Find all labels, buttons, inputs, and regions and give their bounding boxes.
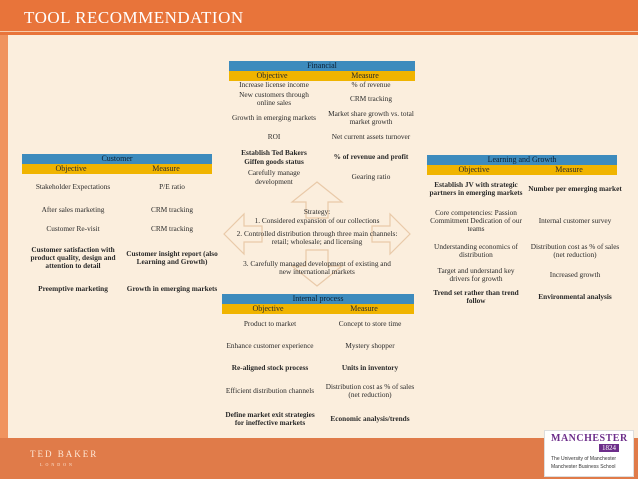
learning-objective: Trend set rather than trend follow <box>433 287 519 305</box>
strategy-diagram <box>222 180 412 288</box>
manchester-logo-year: 1824 <box>599 444 619 452</box>
customer-measure: P/E ratio <box>159 181 185 191</box>
financial-col-objective: Objective <box>256 71 288 80</box>
customer-measure: CRM tracking <box>151 204 193 214</box>
financial-objective: Growth in emerging markets <box>232 112 316 122</box>
left-accent-strip <box>0 35 8 479</box>
financial-measure: % of revenue and profit <box>333 152 409 162</box>
financial-header: Financial <box>229 61 415 71</box>
financial-row <box>229 147 415 168</box>
manchester-logo-name: MANCHESTER <box>551 433 628 444</box>
internal-objective: Define market exit strategies for ineffective markets <box>225 409 315 427</box>
internal-row <box>222 358 414 378</box>
financial-objective: ROI <box>267 132 281 142</box>
financial-row <box>229 81 415 90</box>
learning-objective: Core competencies: Passion Commitment Dedication of our teams <box>430 207 522 233</box>
learning-row <box>427 239 620 263</box>
learning-measure: Increased growth <box>549 269 601 279</box>
learning-header: Learning and Growth <box>427 155 617 165</box>
financial-objective: Carefully manage development <box>247 168 301 186</box>
customer-measure: Growth in emerging markets <box>126 283 218 293</box>
financial-section <box>229 61 415 187</box>
strategy-point-3: 3. Carefully managed development of existing and new international markets <box>243 259 391 277</box>
customer-row <box>22 200 212 220</box>
internal-measure: Economic analysis/trends <box>330 413 410 423</box>
internal-measure: Concept to store time <box>338 318 402 328</box>
internal-measure: Units in inventory <box>341 362 399 372</box>
customer-objective: Customer Re-visit <box>46 223 100 233</box>
internal-objective: Re-aligned stock process <box>231 362 309 372</box>
customer-objective: Customer satisfaction with product quality, design and attention to detail <box>30 244 116 270</box>
financial-measure: % of revenue <box>351 80 391 90</box>
internal-header: Internal process <box>222 294 414 304</box>
internal-objective: Product to market <box>243 318 297 328</box>
internal-row <box>222 404 414 434</box>
strategy-point-2: 2. Controlled distribution through three main channels: retail; wholesale; and licensing <box>236 229 398 247</box>
financial-col-measure: Measure <box>351 71 379 80</box>
page-title: TOOL RECOMMENDATION <box>24 8 244 27</box>
learning-measure: Number per emerging market <box>528 183 622 193</box>
strategy-heading: Strategy: <box>303 207 331 216</box>
financial-measure: Gearing ratio <box>351 172 391 182</box>
learning-measure: Internal customer survey <box>538 215 612 225</box>
learning-row <box>427 203 617 239</box>
internal-row <box>222 378 414 404</box>
customer-objective: After sales marketing <box>41 204 105 214</box>
internal-col-objective: Objective <box>252 304 284 313</box>
learning-measure: Distribution cost as % of sales (net reduction) <box>530 241 620 259</box>
customer-objective: Preemptive marketing <box>38 283 108 293</box>
internal-subheader <box>222 304 414 314</box>
learning-objective: Understanding economics of distribution <box>434 241 518 259</box>
internal-measure: Mystery shopper <box>345 340 395 350</box>
internal-row <box>222 314 414 334</box>
ted-baker-logo: TED BAKER <box>30 449 99 459</box>
customer-col-objective: Objective <box>55 164 87 173</box>
learning-row <box>427 287 617 307</box>
learning-row <box>427 175 622 203</box>
customer-row <box>22 278 218 300</box>
manchester-logo-line2: Manchester Business School <box>551 464 616 470</box>
customer-subheader <box>22 164 212 174</box>
financial-objective: Increase license income <box>239 80 309 90</box>
financial-measure: Market share growth vs. total market growth <box>328 108 414 126</box>
customer-row <box>22 238 218 278</box>
learning-col-measure: Measure <box>555 165 583 174</box>
learning-objective: Target and understand key drivers for growth <box>437 265 515 283</box>
customer-measure: CRM tracking <box>151 223 193 233</box>
customer-row <box>22 220 212 238</box>
customer-row <box>22 174 212 200</box>
financial-objective: New customers through online sales <box>239 89 309 107</box>
financial-measure: CRM tracking <box>350 93 392 103</box>
customer-col-measure: Measure <box>152 164 180 173</box>
customer-objective: Stakeholder Expectations <box>35 181 111 191</box>
manchester-logo <box>544 430 634 477</box>
financial-objective: Establish Ted Bakers Giffen goods status <box>241 148 307 166</box>
manchester-logo-line1: The University of Manchester <box>551 456 617 462</box>
financial-row <box>229 128 415 147</box>
learning-measure: Environmental analysis <box>538 291 612 301</box>
learning-subheader <box>427 165 617 175</box>
financial-row <box>229 108 415 128</box>
learning-col-objective: Objective <box>458 165 490 174</box>
title-bar <box>0 0 638 35</box>
learning-objective: Establish JV with strategic partners in emerging markets <box>429 179 523 197</box>
ted-baker-logo-sub: LONDON <box>40 462 75 467</box>
customer-header: Customer <box>22 154 212 164</box>
financial-measure: Net current assets turnover <box>331 132 411 142</box>
internal-section <box>222 294 414 434</box>
customer-measure: Customer insight report (also Learning and Growth) <box>126 248 218 266</box>
customer-section <box>22 154 218 300</box>
financial-row <box>229 90 415 108</box>
internal-objective: Efficient distribution channels <box>225 385 315 395</box>
internal-row <box>222 334 414 358</box>
learning-section <box>427 155 622 307</box>
internal-col-measure: Measure <box>350 304 378 313</box>
strategy-point-1: 1. Considered expansion of our collections <box>254 216 380 225</box>
learning-row <box>427 263 617 287</box>
title-rule <box>0 31 638 32</box>
internal-objective: Enhance customer experience <box>226 340 314 350</box>
internal-measure: Distribution cost as % of sales (net reduction) <box>325 381 415 399</box>
